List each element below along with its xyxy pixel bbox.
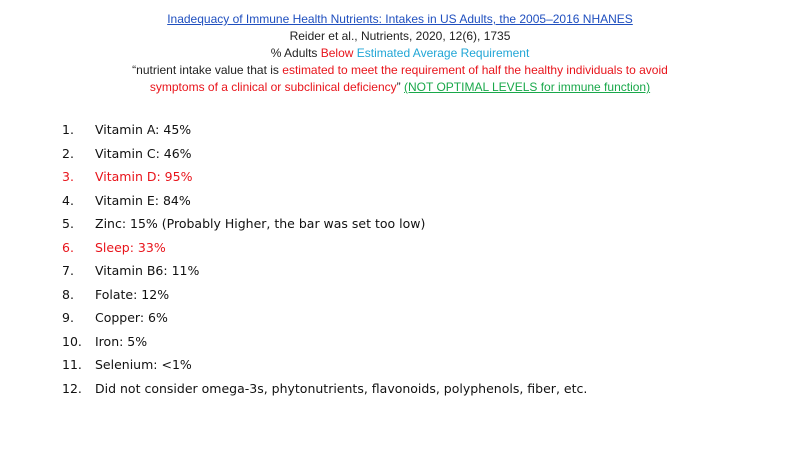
item-text: Vitamin A: 45% [95, 122, 192, 137]
item-number: 8. [62, 286, 74, 302]
item-text: Vitamin D: 95% [95, 169, 193, 184]
item-number: 5. [62, 216, 74, 231]
item-number: 9. [62, 310, 74, 325]
list-item [62, 212, 587, 236]
definition-red-text: estimated to meet the requirement of half the healthy individuals to avoid [282, 63, 668, 77]
item-number: 7. [62, 263, 74, 278]
list-item [62, 189, 587, 213]
list-item [62, 353, 587, 377]
definition-red-text-2: symptoms of a clinical or subclinical deficiency [149, 80, 397, 94]
item-text: Zinc: 15% (Probably Higher, the bar was set too low) [95, 216, 426, 231]
item-text: Vitamin E: 84% [95, 192, 191, 208]
item-number: 1. [62, 122, 74, 137]
definition-close: ” [396, 80, 404, 94]
definition-open: “nutrient intake value that is [132, 63, 283, 77]
item-number: 6. [62, 239, 74, 255]
item-number: 2. [62, 145, 74, 161]
list-item [62, 165, 587, 189]
list-item [62, 306, 587, 330]
subtitle [0, 45, 800, 62]
list-item [62, 259, 587, 283]
list-item [62, 283, 587, 307]
item-text: Folate: 12% [95, 286, 170, 302]
citation: Reider et al., Nutrients, 2020, 12(6), 1735 [289, 29, 511, 43]
item-text: Did not consider omega-3s, phytonutrients, flavonoids, polyphenols, fiber, etc. [95, 380, 588, 396]
item-text: Sleep: 33% [95, 239, 166, 255]
item-number: 11. [62, 357, 82, 372]
list-item [62, 377, 587, 401]
list-item [62, 330, 587, 354]
subtitle-prefix: % Adults [270, 46, 321, 60]
subtitle-ear: Estimated Average Requirement [353, 46, 530, 60]
item-number: 4. [62, 192, 74, 208]
list-item [62, 118, 587, 142]
item-text: Copper: 6% [95, 310, 168, 325]
study-title[interactable]: Inadequacy of Immune Health Nutrients: Intakes in US Adults, the 2005–2016 NHANES [167, 12, 633, 26]
item-text: Iron: 5% [95, 333, 148, 349]
slide-header [0, 11, 800, 96]
nutrient-list [62, 118, 587, 400]
definition-line-2 [0, 79, 800, 96]
item-text: Vitamin C: 46% [95, 145, 192, 161]
item-number: 3. [62, 169, 74, 184]
definition-line-1 [0, 62, 800, 79]
definition-note: (NOT OPTIMAL LEVELS for immune function) [404, 80, 651, 94]
subtitle-below: Below [320, 46, 354, 60]
item-text: Selenium: <1% [95, 357, 192, 372]
item-number: 12. [62, 380, 82, 396]
item-number: 10. [62, 333, 82, 349]
item-text: Vitamin B6: 11% [95, 263, 200, 278]
list-item [62, 236, 587, 260]
list-item [62, 142, 587, 166]
